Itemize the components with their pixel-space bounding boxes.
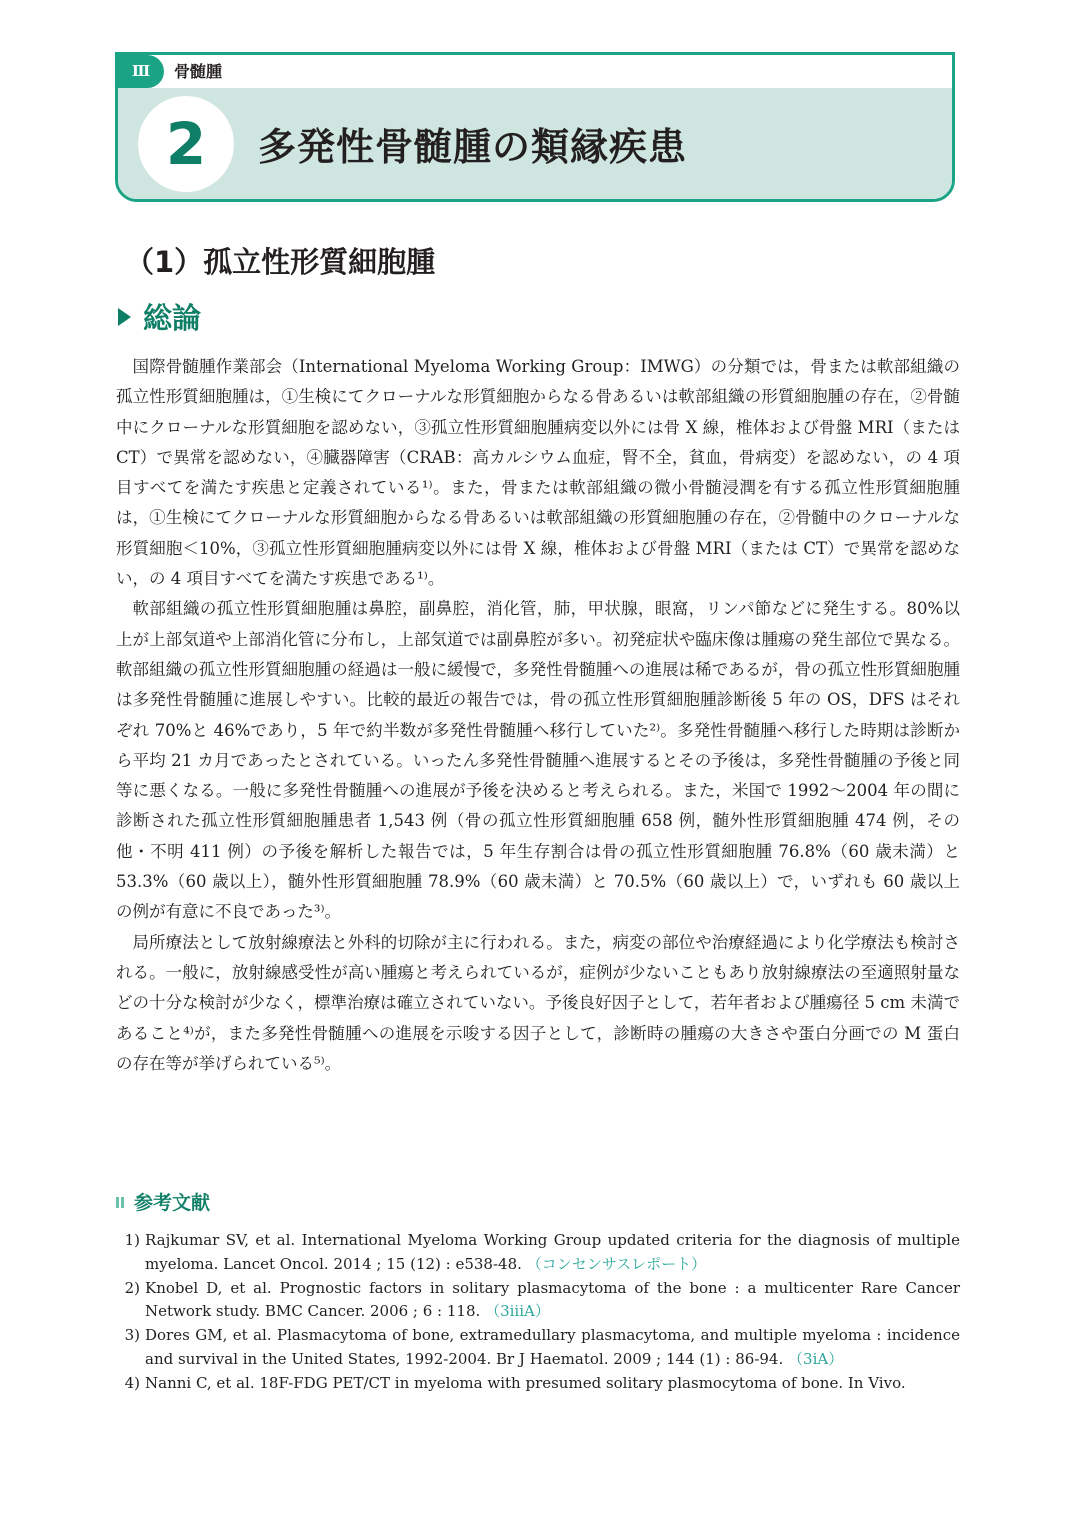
reference-number: 2) — [124, 1278, 140, 1297]
paragraph: 局所療法として放射線療法と外科的切除が主に行われる。また，病変の部位や治療経過により化学療法も検討される。一般に，放射線感受性が高い腫瘍と考えられているが，症例が少ないこともあり放射線療法の至適照射量などの十分な検討が少なく，標準治療は確立されていない。予後良好因子として，若年者および腫瘍径 5 cm 未満であること⁴⁾が，また多発性骨髄腫への進展を示唆する因子として，診断時の腫瘍の大きさや蛋白分画での M 蛋白の存在等が挙げられている⁵⁾。 — [116, 932, 961, 1073]
reference-text: Knobel D, et al. Prognostic factors in solitary plasmacytoma of the bone : a multicenter Rare Cancer Network study. BMC Cancer. 2006 ; 6 : 118. — [145, 1278, 960, 1320]
section-bar — [118, 55, 952, 88]
references-heading-label: 参考文献 — [134, 1192, 211, 1214]
reference-list — [116, 1229, 960, 1396]
overview-heading — [118, 296, 201, 337]
overview-heading-label: 総論 — [143, 301, 202, 335]
section-name: 骨髄腫 — [174, 62, 223, 81]
reference-number: 1) — [124, 1231, 140, 1249]
reference-item — [116, 1277, 960, 1324]
reference-number: 4) — [124, 1373, 140, 1392]
evidence-tag: （3iA） — [788, 1349, 844, 1368]
reference-item — [116, 1324, 960, 1371]
double-bar-icon — [116, 1191, 126, 1213]
subsection-title: （1）孤立性形質細胞腫 — [125, 245, 436, 279]
evidence-tag: （コンセンサスレポート） — [526, 1254, 707, 1273]
reference-number: 3) — [124, 1326, 140, 1344]
reference-item — [116, 1229, 960, 1276]
reference-text: Rajkumar SV, et al. International Myeloma Working Group updated criteria for the diagnosis of multiple myeloma. Lancet Oncol. 2014 ; 15 (12) : e538-48. — [145, 1231, 960, 1273]
references-heading — [116, 1188, 210, 1215]
reference-text: Nanni C, et al. 18F-FDG PET/CT in myeloma with presumed solitary plasmocytoma of bone. In Vivo. — [145, 1373, 906, 1392]
reference-item — [116, 1372, 960, 1396]
paragraph: 国際骨髄腫作業部会（International Myeloma Working Group：IMWG）の分類では，骨または軟部組織の孤立性形質細胞腫は，①生検にてクローナルな形質細胞からなる骨あるいは軟部組織の形質細胞腫の存在，②骨髄中にクローナルな形質細胞を認めない，③孤立性形質細胞腫病変以外には骨 X 線，椎体および骨盤 MRI（または CT）で異常を認めない，④臓器障害（CRAB：高カルシウム血症，腎不全，貧血，骨病変）を認めない，の 4 項目すべてを満たす疾患と定義されている¹⁾。また，骨または軟部組織の微小骨髄浸潤を有する孤立性形質細胞腫は，①生検にてクローナルな形質細胞からなる骨あるいは軟部組織の形質細胞腫の存在，②骨髄中のクローナルな形質細胞＜10%，③孤立性形質細胞腫病変以外には骨 X 線，椎体および骨盤 MRI（または CT）で異常を認めない，の 4 項目すべてを満たす疾患である¹⁾。 — [116, 357, 960, 589]
evidence-tag: （3iiiA） — [485, 1302, 550, 1320]
triangle-bullet-icon — [118, 308, 131, 326]
chapter-banner — [118, 88, 952, 199]
chapter-header — [115, 52, 955, 202]
body-text — [116, 352, 960, 1079]
chapter-title: 多発性骨髄腫の類縁疾患 — [258, 125, 688, 169]
section-number-tab: Ⅲ — [118, 55, 164, 88]
reference-text: Dores GM, et al. Plasmacytoma of bone, extramedullary plasmacytoma, and multiple myeloma : incidence and survival in the United States, 1992-2004. Br J Haematol. 2009 ; 144 (1) : 86-94. — [145, 1326, 960, 1368]
paragraph: 軟部組織の孤立性形質細胞腫は鼻腔，副鼻腔，消化管，肺，甲状腺，眼窩，リンパ節などに発生する。80%以上が上部気道や上部消化管に分布し，上部気道では副鼻腔が多い。初発症状や臨床像は腫瘍の発生部位で異なる。軟部組織の孤立性形質細胞腫の経過は一般に緩慢で，多発性骨髄腫への進展は稀であるが，骨の孤立性形質細胞腫は多発性骨髄腫に進展しやすい。比較的最近の報告では，骨の孤立性形質細胞腫診断後 5 年の OS，DFS はそれぞれ 70%と 46%であり，5 年で約半数が多発性骨髄腫へ移行していた²⁾。多発性骨髄腫へ移行した時期は診断から平均 21 カ月であったとされている。いったん多発性骨髄腫へ進展するとその予後は，多発性骨髄腫の予後と同等に悪くなる。一般に多発性骨髄腫への進展が予後を決めると考えられる。また，米国で 1992〜2004 年の間に診断された孤立性形質細胞腫患者 1,543 例（骨の孤立性形質細胞腫 658 例，髄外性形質細胞腫 474 例，その他・不明 411 例）の予後を解析した報告では，5 年生存割合は骨の孤立性形質細胞腫 76.8%（60 歳未満）と 53.3%（60 歳以上），髄外性形質細胞腫 78.9%（60 歳未満）と 70.5%（60 歳以上）で，いずれも 60 歳以上の例が有意に不良であった³⁾。 — [116, 599, 960, 922]
chapter-number: 2 — [138, 96, 234, 192]
